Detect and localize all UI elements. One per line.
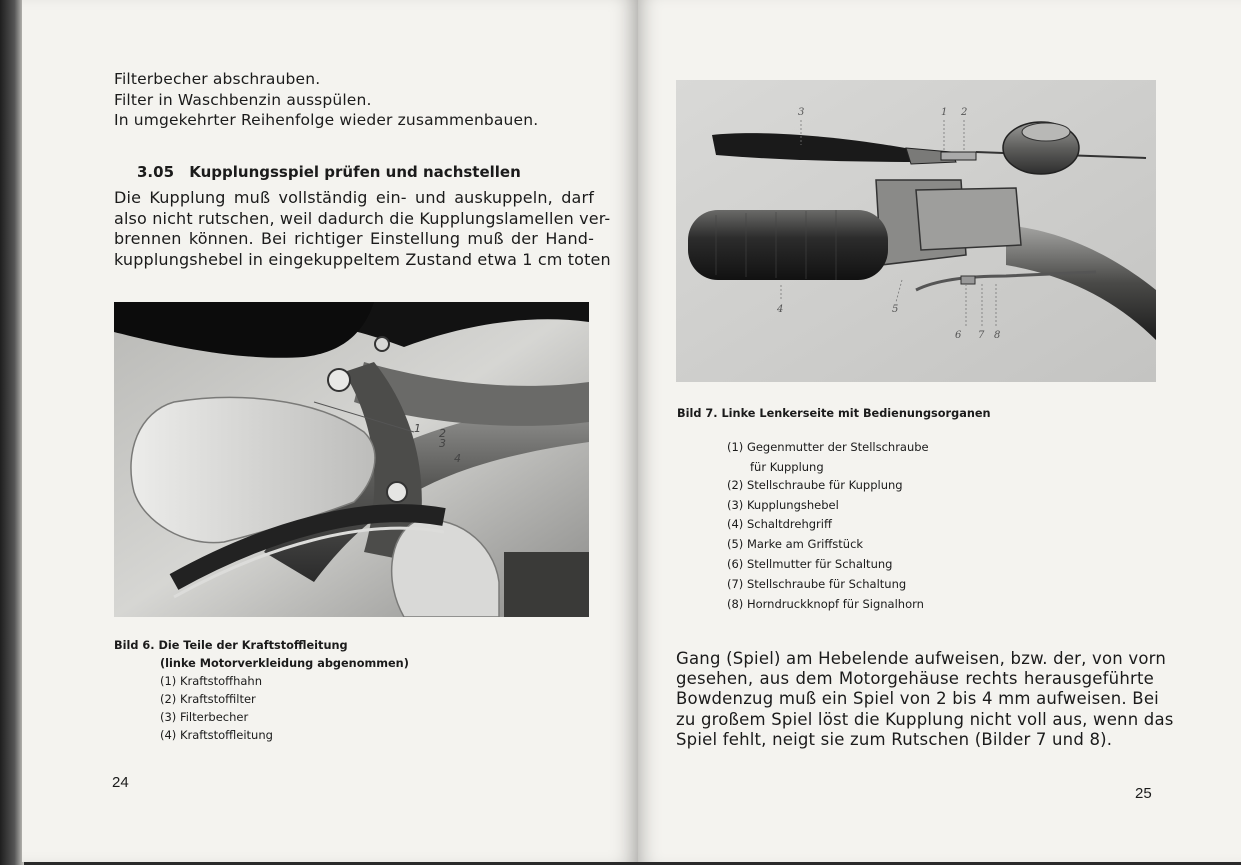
paragraph-line: Spiel fehlt, neigt sie zum Rutschen (Bilder 7 und 8). bbox=[676, 729, 1113, 749]
legend-item: (6) Stellmutter für Schaltung bbox=[727, 556, 893, 571]
photo-label-4: 4 bbox=[454, 452, 461, 465]
fuel-line-photo bbox=[114, 302, 589, 617]
paragraph-line: also nicht rutschen, weil dadurch die Kupplungslamellen ver- bbox=[114, 208, 611, 228]
caption-line: Bild 6. Die Teile der Kraftstoffleitung bbox=[114, 639, 348, 652]
clutch-paragraph-continued bbox=[676, 649, 1174, 750]
photo-label-3: 3 bbox=[798, 107, 805, 118]
photo-label-1: 1 bbox=[941, 107, 948, 118]
legend-item: (1) Kraftstoffhahn bbox=[160, 674, 262, 688]
paragraph-line: zu großem Spiel löst die Kupplung nicht voll aus, wenn das bbox=[676, 709, 1174, 729]
legend-item: für Kupplung bbox=[750, 459, 824, 474]
page-number-left: 24 bbox=[112, 774, 129, 791]
photo-label-2: 2 bbox=[961, 107, 968, 118]
photo-label-5: 5 bbox=[892, 304, 899, 315]
figure-6-caption bbox=[114, 637, 409, 673]
legend-item: (4) Kraftstoffleitung bbox=[160, 728, 273, 742]
photo-label-8: 8 bbox=[994, 330, 1001, 341]
paragraph-line: kupplungshebel in eingekuppeltem Zustand etwa 1 cm toten bbox=[114, 249, 611, 269]
section-number: 3.05 bbox=[137, 163, 175, 181]
fuel-line-photo-image bbox=[114, 302, 589, 617]
photo-label-3: 3 bbox=[439, 437, 446, 450]
caption-line: Bild 7. Linke Lenkerseite mit Bedienungsorganen bbox=[677, 407, 991, 420]
legend-item: (3) Filterbecher bbox=[160, 710, 249, 724]
section-title: Kupplungsspiel prüfen und nachstellen bbox=[189, 163, 521, 181]
paragraph-line: gesehen, aus dem Motorgehäuse rechts herausgeführte bbox=[676, 669, 1154, 689]
photo-label-7: 7 bbox=[978, 330, 985, 341]
page-number-right: 25 bbox=[1135, 785, 1152, 802]
legend-item: (8) Horndruckknopf für Signalhorn bbox=[727, 596, 924, 611]
paragraph-line: Die Kupplung muß vollständig ein- und auskuppeln, darf bbox=[114, 188, 594, 207]
legend-item: (1) Gegenmutter der Stellschraube bbox=[727, 440, 929, 454]
legend-item: (2) Stellschraube für Kupplung bbox=[727, 477, 903, 492]
legend-item: (4) Schaltdrehgriff bbox=[727, 517, 832, 532]
handlebar-photo bbox=[676, 80, 1156, 382]
photo-label-1: 1 bbox=[414, 422, 421, 435]
photo-label-4: 4 bbox=[777, 304, 784, 315]
legend-item: (5) Marke am Griffstück bbox=[727, 537, 864, 552]
photo-label-6: 6 bbox=[955, 330, 962, 341]
figure-7-caption bbox=[677, 405, 991, 423]
clutch-paragraph bbox=[114, 188, 611, 270]
legend-item: (3) Kupplungshebel bbox=[727, 497, 839, 512]
legend-item: (2) Kraftstoffilter bbox=[160, 692, 256, 706]
paragraph-line: brennen können. Bei richtiger Einstellung muß der Hand- bbox=[114, 229, 594, 248]
intro-line: In umgekehrter Reihenfolge wieder zusammenbauen. bbox=[114, 111, 539, 129]
caption-line: (linke Motorverkleidung abgenommen) bbox=[160, 657, 409, 670]
intro-text bbox=[114, 69, 539, 131]
paragraph-line: Bowdenzug muß ein Spiel von 2 bis 4 mm aufweisen. Bei bbox=[676, 689, 1159, 709]
book-left-edge bbox=[0, 0, 24, 865]
section-heading bbox=[137, 163, 521, 181]
handlebar-photo-image bbox=[676, 80, 1156, 382]
legend-item: (7) Stellschraube für Schaltung bbox=[727, 576, 907, 591]
intro-line: Filterbecher abschrauben. bbox=[114, 70, 321, 88]
photo-label-2: 2 bbox=[439, 427, 446, 440]
figure-7-legend bbox=[727, 438, 929, 614]
intro-line: Filter in Waschbenzin ausspülen. bbox=[114, 90, 372, 109]
paragraph-line: Gang (Spiel) am Hebelende aufweisen, bzw. der, von vorn bbox=[676, 649, 1167, 668]
figure-6-legend bbox=[160, 672, 273, 744]
